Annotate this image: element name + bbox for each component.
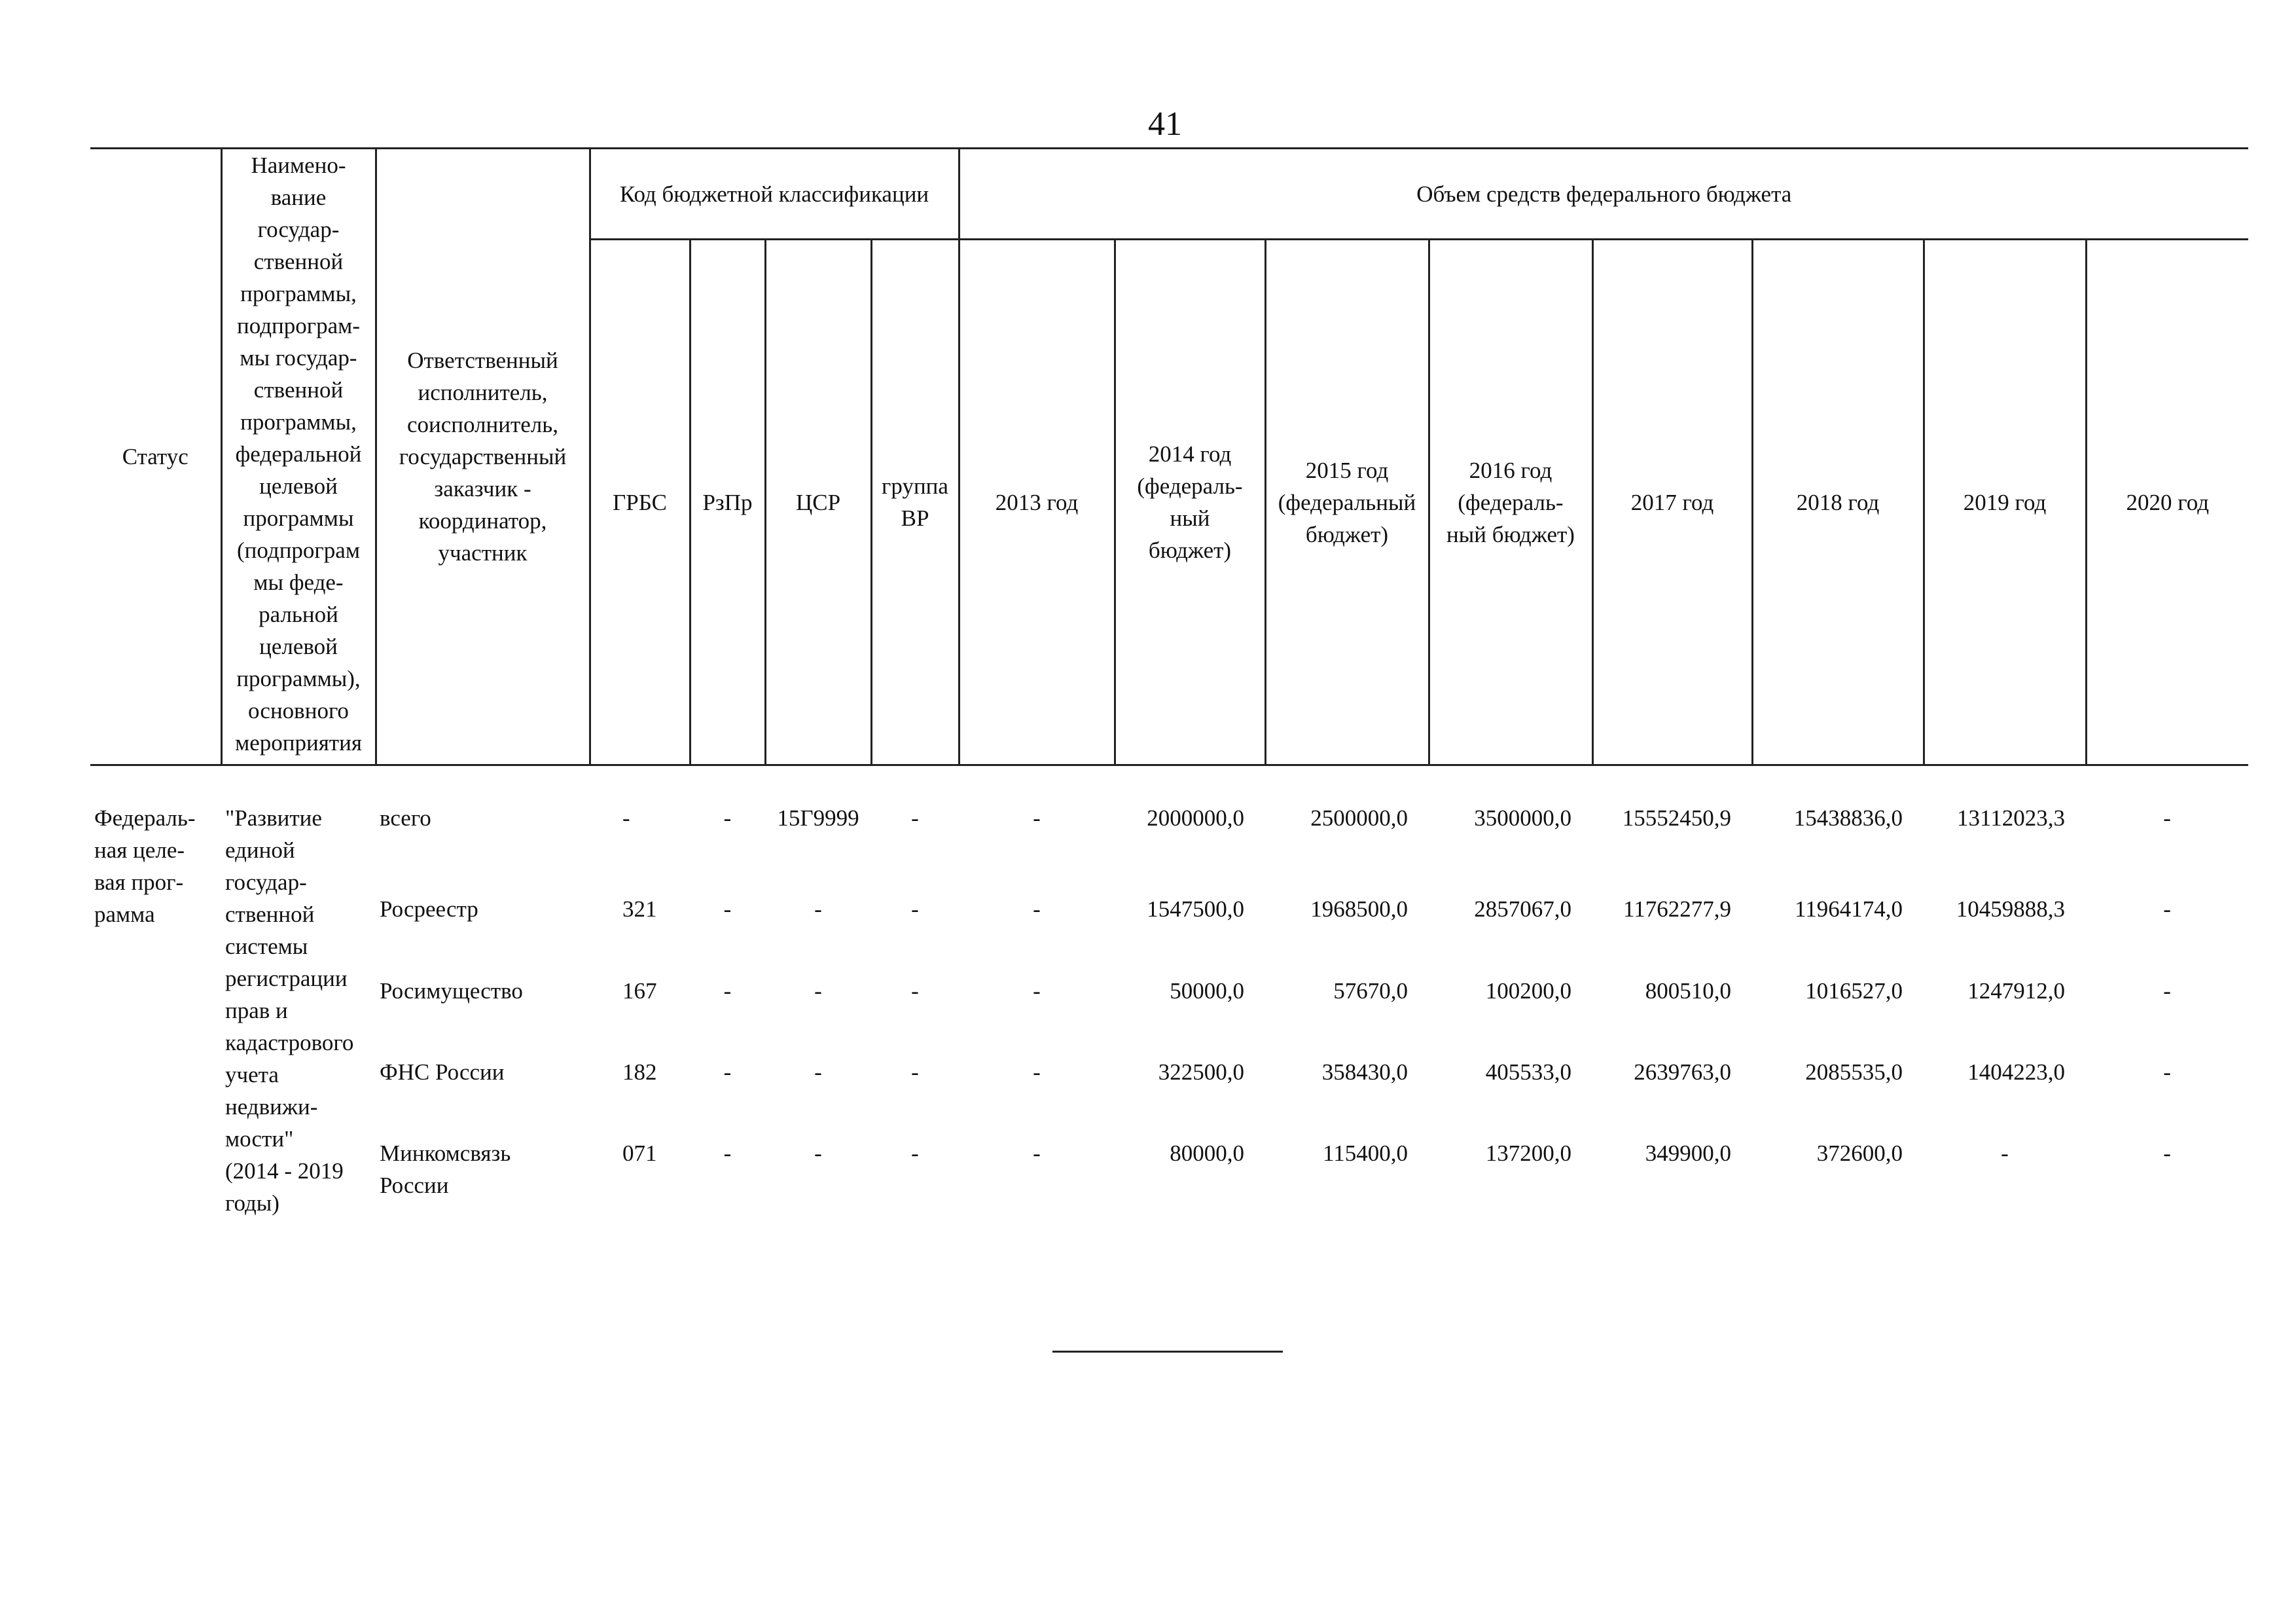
vr-cell: - bbox=[911, 1059, 919, 1085]
y2018-cell: 1016527,0 bbox=[1805, 977, 1903, 1004]
rzpr-cell: - bbox=[723, 1059, 732, 1085]
header-2015: 2015 год (федеральный бюджет) bbox=[1265, 240, 1429, 765]
y2020-cell: - bbox=[2163, 896, 2171, 922]
y2013-cell: - bbox=[1033, 805, 1041, 831]
y2019-cell: 10459888,3 bbox=[1956, 896, 2065, 922]
budget-table bbox=[90, 147, 2248, 1219]
y2014-cell: 1547500,0 bbox=[1147, 896, 1244, 922]
header-status: Статус bbox=[90, 149, 221, 765]
rzpr-cell: - bbox=[723, 896, 732, 922]
program-name-cell: "Развитие единой государ- ственной системы регистрации прав и кадастрового учета недвижи- мости" (2014 - 2019 годы) bbox=[225, 805, 354, 1216]
y2016-cell: 137200,0 bbox=[1485, 1140, 1571, 1167]
header-budget-code-group: Код бюджетной классификации bbox=[590, 149, 959, 240]
executor-cell: ФНС России bbox=[380, 1059, 505, 1085]
csr-cell: 15Г9999 bbox=[777, 805, 859, 831]
header-2016: 2016 год (федераль- ный бюджет) bbox=[1429, 240, 1592, 765]
grbs-cell: 167 bbox=[622, 977, 657, 1004]
grbs-cell: 182 bbox=[622, 1059, 657, 1085]
executor-cell: всего bbox=[380, 805, 431, 831]
header-2014: 2014 год (федераль- ный бюджет) bbox=[1115, 240, 1265, 765]
y2019-cell: 1404223,0 bbox=[1967, 1059, 2065, 1085]
y2020-cell: - bbox=[2163, 805, 2171, 831]
rzpr-cell: - bbox=[723, 977, 732, 1004]
footer-divider bbox=[1052, 1351, 1283, 1353]
y2017-cell: 15552450,9 bbox=[1622, 805, 1731, 831]
table-row bbox=[90, 765, 2248, 894]
vr-cell: - bbox=[911, 805, 919, 831]
y2015-cell: 2500000,0 bbox=[1310, 805, 1408, 831]
y2018-cell: 2085535,0 bbox=[1805, 1059, 1903, 1085]
y2016-cell: 2857067,0 bbox=[1474, 896, 1571, 922]
header-grbs: ГРБС bbox=[590, 240, 690, 765]
y2017-cell: 2639763,0 bbox=[1634, 1059, 1731, 1085]
vr-cell: - bbox=[911, 896, 919, 922]
y2016-cell: 3500000,0 bbox=[1474, 805, 1571, 831]
y2013-cell: - bbox=[1033, 1140, 1041, 1167]
y2018-cell: 11964174,0 bbox=[1795, 896, 1903, 922]
page-number: 41 bbox=[1148, 105, 1182, 143]
table-row bbox=[90, 1137, 2248, 1219]
header-2018: 2018 год bbox=[1752, 240, 1924, 765]
y2015-cell: 57670,0 bbox=[1333, 977, 1408, 1004]
table-row bbox=[90, 893, 2248, 974]
status-cell: Федераль- ная целе- вая прог- рамма bbox=[94, 805, 196, 927]
header-2017: 2017 год bbox=[1592, 240, 1752, 765]
header-rzpr: РзПр bbox=[690, 240, 765, 765]
header-program-name: Наимено- вание государ- ственной программы, подпрограм- мы государ- ственной программы, федеральной целевой программы (подпрограм мы феде- ральной целевой программы), основного мероприятия bbox=[221, 149, 376, 765]
executor-cell: Минкомсвязь России bbox=[380, 1140, 511, 1199]
grbs-cell: 321 bbox=[622, 896, 657, 922]
y2017-cell: 11762277,9 bbox=[1623, 896, 1731, 922]
executor-cell: Росреестр bbox=[380, 896, 478, 922]
csr-cell: - bbox=[814, 1059, 822, 1085]
y2019-cell: - bbox=[2001, 1140, 2009, 1167]
header-budget-volume-group: Объем средств федерального бюджета bbox=[959, 149, 2248, 240]
y2014-cell: 2000000,0 bbox=[1147, 805, 1244, 831]
header-2020: 2020 год bbox=[2086, 240, 2248, 765]
header-2019: 2019 год bbox=[1924, 240, 2086, 765]
y2015-cell: 358430,0 bbox=[1321, 1059, 1408, 1085]
vr-cell: - bbox=[911, 1140, 919, 1167]
table-row bbox=[90, 1056, 2248, 1137]
header-2013: 2013 год bbox=[959, 240, 1115, 765]
y2015-cell: 1968500,0 bbox=[1310, 896, 1408, 922]
y2020-cell: - bbox=[2163, 1140, 2171, 1167]
header-vr: группа ВР bbox=[871, 240, 959, 765]
y2018-cell: 15438836,0 bbox=[1793, 805, 1903, 831]
vr-cell: - bbox=[911, 977, 919, 1004]
y2013-cell: - bbox=[1033, 1059, 1041, 1085]
header-executor: Ответственный исполнитель, соисполнитель, государственный заказчик - координатор, участник bbox=[376, 149, 590, 765]
y2015-cell: 115400,0 bbox=[1323, 1140, 1408, 1167]
y2016-cell: 405533,0 bbox=[1485, 1059, 1571, 1085]
csr-cell: - bbox=[814, 896, 822, 922]
y2014-cell: 80000,0 bbox=[1170, 1140, 1244, 1167]
y2020-cell: - bbox=[2163, 977, 2171, 1004]
y2020-cell: - bbox=[2163, 1059, 2171, 1085]
table-row bbox=[90, 975, 2248, 1056]
csr-cell: - bbox=[814, 1140, 822, 1167]
rzpr-cell: - bbox=[723, 805, 732, 831]
y2013-cell: - bbox=[1033, 977, 1041, 1004]
y2017-cell: 349900,0 bbox=[1645, 1140, 1731, 1167]
y2014-cell: 50000,0 bbox=[1170, 977, 1244, 1004]
y2013-cell: - bbox=[1033, 896, 1041, 922]
rzpr-cell: - bbox=[723, 1140, 732, 1167]
header-csr: ЦСР bbox=[765, 240, 871, 765]
y2016-cell: 100200,0 bbox=[1485, 977, 1571, 1004]
y2014-cell: 322500,0 bbox=[1158, 1059, 1244, 1085]
executor-cell: Росимущество bbox=[380, 977, 523, 1004]
grbs-cell: 071 bbox=[622, 1140, 657, 1167]
y2018-cell: 372600,0 bbox=[1816, 1140, 1903, 1167]
csr-cell: - bbox=[814, 977, 822, 1004]
y2019-cell: 13112023,3 bbox=[1957, 805, 2065, 831]
y2019-cell: 1247912,0 bbox=[1967, 977, 2065, 1004]
y2017-cell: 800510,0 bbox=[1645, 977, 1731, 1004]
grbs-cell: - bbox=[622, 805, 630, 831]
